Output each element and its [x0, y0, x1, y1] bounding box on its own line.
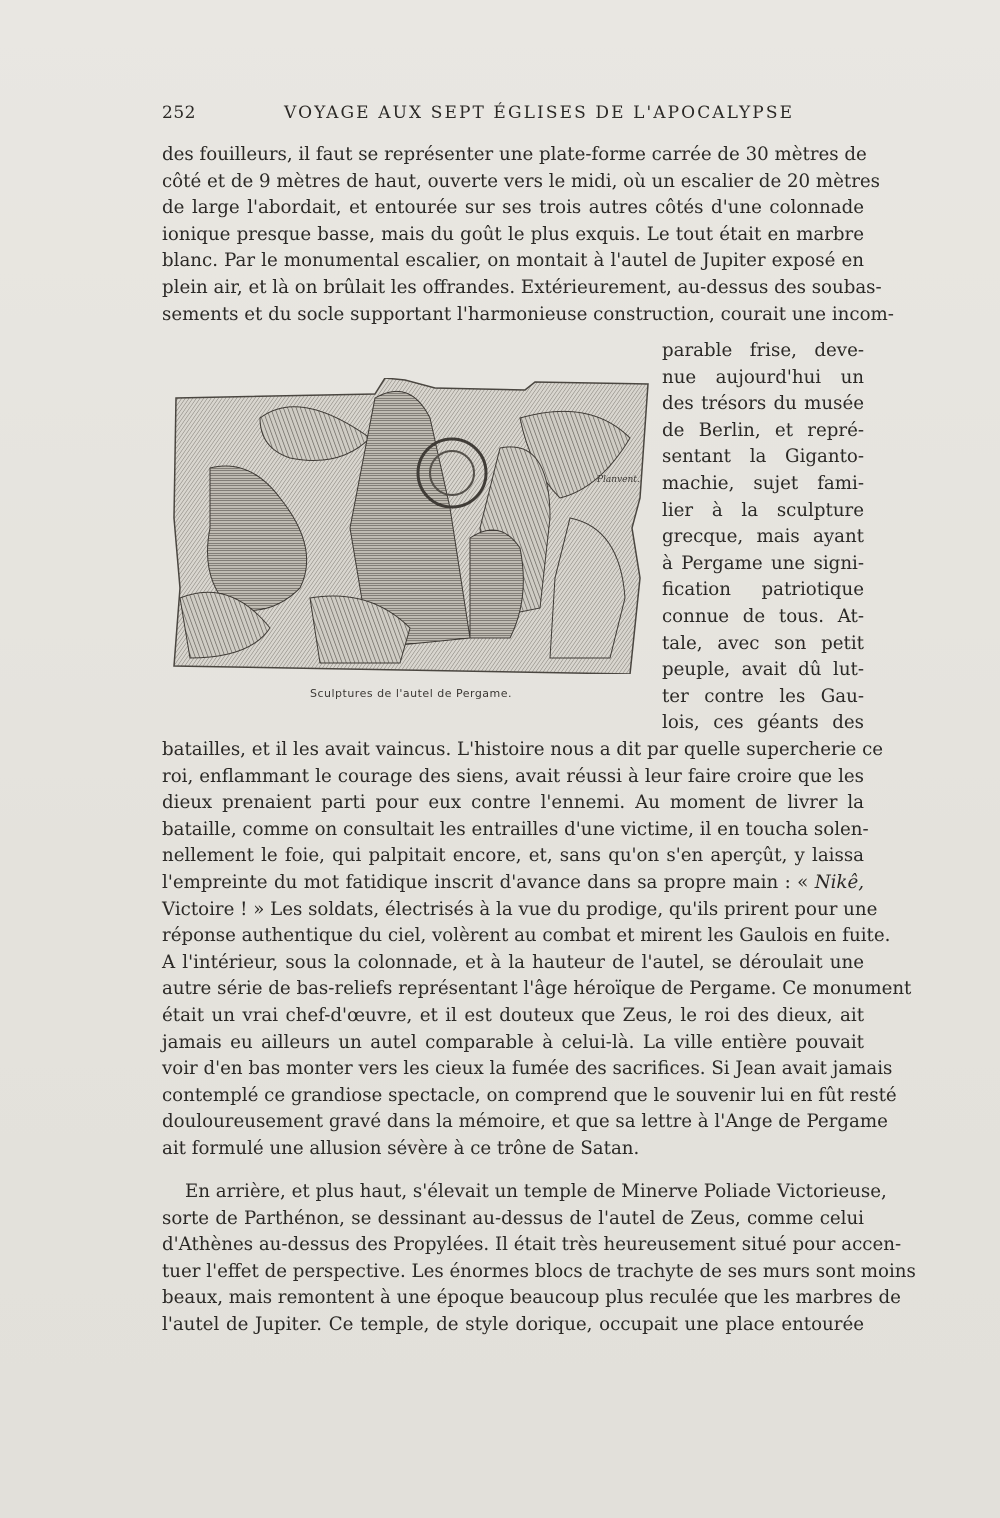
text-line: parable frise, deve- — [662, 340, 864, 361]
text-line: tuer l'effet de perspective. Les énormes blocs de trachyte de ses murs sont moins — [162, 1260, 916, 1282]
text-line: sorte de Parthénon, se dessinant au-dessus de l'autel de Zeus, comme celui — [162, 1207, 864, 1229]
text-line: jamais eu ailleurs un autel comparable à celui-là. La ville entière pouvait — [162, 1031, 864, 1053]
frieze-illustration — [170, 378, 652, 674]
text-line: des fouilleurs, il faut se représenter une plate-forme carrée de 30 mètres de — [162, 144, 867, 165]
text-line: bataille, comme on consultait les entrailles d'une victime, il en toucha solen- — [162, 818, 869, 840]
paragraph-1-side-column — [662, 338, 864, 737]
text-line: plein air, et là on brûlait les offrandes. Extérieurement, au-dessus des soubas- — [162, 276, 882, 298]
text-line: ionique presque basse, mais du goût le plus exquis. Le tout était en marbre — [162, 223, 864, 245]
text-line: sentant la Giganto- — [662, 446, 864, 468]
text-line: roi, enflammant le courage des siens, avait réussi à leur faire croire que les — [162, 765, 864, 787]
paragraph-1-top — [162, 142, 894, 328]
text-line: douloureusement gravé dans la mémoire, et que sa lettre à l'Ange de Pergame — [162, 1111, 888, 1133]
running-title: VOYAGE AUX SEPT ÉGLISES DE L'APOCALYPSE — [284, 103, 795, 123]
text-line: contemplé ce grandiose spectacle, on comprend que le souvenir lui en fût resté — [162, 1084, 897, 1106]
text-line: nellement le foie, qui palpitait encore, et, sans qu'on s'en aperçût, y laissa — [162, 845, 864, 867]
text-line: beaux, mais remontent à une époque beaucoup plus reculée que les marbres de — [162, 1287, 901, 1309]
text-line: Victoire ! » Les soldats, électrisés à la vue du prodige, qu'ils prirent pour une — [162, 898, 878, 920]
text-line: de large l'abordait, et entourée sur ses trois autres côtés d'une colonnade — [162, 197, 864, 219]
paragraph-1-bottom — [162, 737, 912, 1163]
text-line: ait formulé une allusion sévère à ce trône de Satan. — [162, 1137, 640, 1159]
text-line: autre série de bas-reliefs représentant l'âge héroïque de Pergame. Ce monument — [162, 978, 912, 1000]
text-line: lois, ces géants des — [662, 712, 864, 734]
text-line: réponse authentique du ciel, volèrent au combat et mirent les Gaulois en fuite. — [162, 925, 891, 947]
paragraph-2 — [162, 1179, 916, 1339]
text-line: à Pergame une signi- — [662, 552, 864, 574]
text-line: tale, avec son petit — [662, 632, 864, 654]
text-line-nike — [162, 870, 864, 897]
text-line: sements et du socle supportant l'harmonieuse construction, courait une incom- — [162, 303, 894, 325]
text-line: En arrière, et plus haut, s'élevait un temple de Minerve Poliade Victorieuse, — [185, 1181, 887, 1202]
text-line: ter contre les Gau- — [662, 685, 864, 707]
text-line: était un vrai chef-d'œuvre, et il est douteux que Zeus, le roi des dieux, ait — [162, 1004, 864, 1026]
text-line: lier à la sculpture — [662, 499, 864, 521]
text-line: de Berlin, et repré- — [662, 419, 864, 441]
engraver-signature: Planvent. — [597, 475, 640, 485]
text-line: côté et de 9 mètres de haut, ouverte vers le midi, où un escalier de 20 mètres — [162, 170, 881, 192]
text-line: machie, sujet fami- — [662, 472, 864, 494]
text-line: A l'intérieur, sous la colonnade, et à la hauteur de l'autel, se déroulait une — [162, 951, 864, 973]
text-fragment: l'empreinte du mot fatidique inscrit d'avance dans sa propre main : « — [162, 871, 815, 893]
running-header — [162, 103, 862, 129]
text-line: d'Athènes au-dessus des Propylées. Il était très heureusement situé pour accen- — [162, 1234, 902, 1256]
text-line: peuple, avait dû lut- — [662, 659, 864, 681]
text-line: des trésors du musée — [662, 393, 864, 415]
text-line: voir d'en bas monter vers les cieux la fumée des sacrifices. Si Jean avait jamais — [162, 1058, 893, 1080]
text-line: grecque, mais ayant — [662, 526, 864, 548]
text-line: fication patriotique — [662, 579, 864, 601]
italic-word-nike: Nikê, — [814, 871, 864, 893]
page-number: 252 — [162, 103, 196, 123]
engraving-image — [170, 378, 652, 674]
figure-caption: Sculptures de l'autel de Pergame. — [309, 687, 513, 700]
text-line: l'autel de Jupiter. Ce temple, de style dorique, occupait une place entourée — [162, 1313, 864, 1335]
text-line: connue de tous. At- — [662, 605, 864, 627]
text-line: batailles, et il les avait vaincus. L'histoire nous a dit par quelle supercherie ce — [162, 739, 884, 760]
text-line: nue aujourd'hui un — [662, 366, 864, 388]
text-line: dieux prenaient parti pour eux contre l'ennemi. Au moment de livrer la — [162, 792, 864, 814]
text-line: blanc. Par le monumental escalier, on montait à l'autel de Jupiter exposé en — [162, 250, 864, 272]
